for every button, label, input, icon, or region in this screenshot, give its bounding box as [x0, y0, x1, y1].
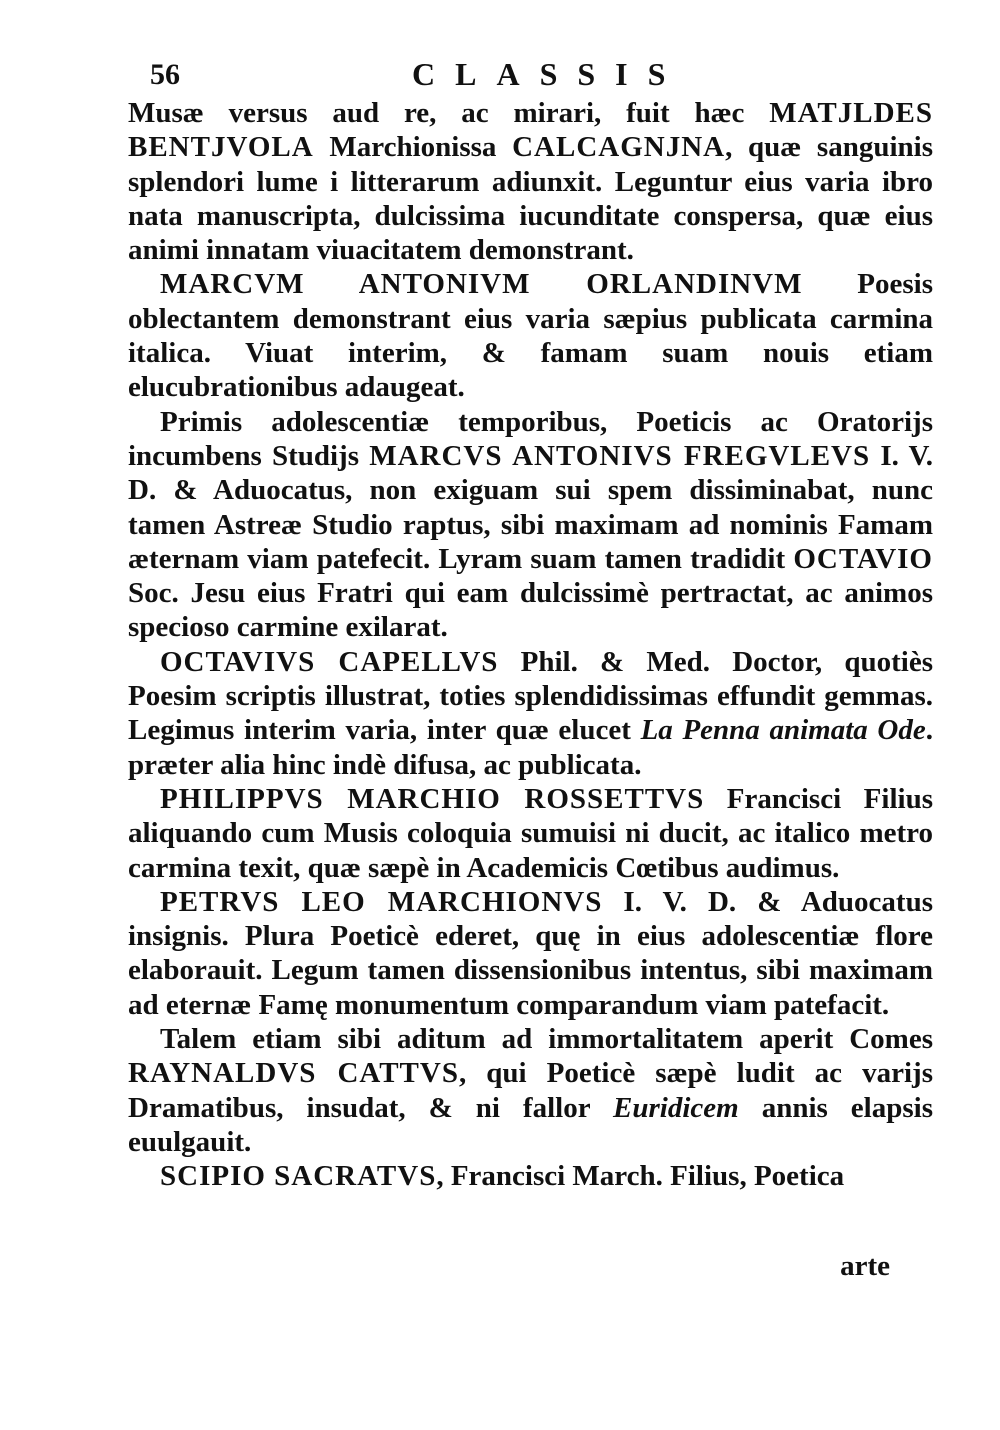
text-segment: Soc. Jesu eius Fratri qui eam dulcissimè pertractat, ac animos specioso carmine exilarat.	[128, 577, 933, 644]
paragraph-sacratus	[128, 1159, 933, 1193]
person-name: SCIPIO SACRATVS	[160, 1160, 437, 1193]
text-segment: Phil. & Med. Doctor, quotiès Poesim scriptis illustrat, toties splendidissimas effundit gemmas. Legimus interim varia, inter quæ elucet	[128, 645, 933, 747]
paragraph-fregulevs	[128, 405, 933, 645]
text-segment: Primis adolescentiæ temporibus, Poeticis ac Oratorijs incumbens Studijs	[128, 405, 933, 472]
person-name: MARCVM ANTONIVM ORLANDINVM	[160, 268, 803, 301]
text-segment: annis elapsis euulgauit.	[128, 1091, 933, 1158]
text-segment: Musæ versus aud re, ac mirari, fuit hæc	[128, 97, 770, 129]
paragraph-orlandinus	[128, 267, 933, 404]
person-name: MATJLDES BENTJVOLA	[128, 97, 933, 164]
running-head	[130, 52, 930, 102]
work-title: La Penna animata Ode	[640, 714, 926, 747]
person-name: OCTAVIO	[793, 542, 933, 575]
page-number: 56	[150, 58, 180, 91]
text-segment: I. V. D. & Aduocatus insignis. Plura Poeticè ederet, quę in eius adolescentiæ flore elaborauit. Legum tamen dissensionibus intentus, sibi maximam ad eternæ Famę monumentum comparandum viam patefacit.	[128, 885, 933, 1021]
paragraph-cattus	[128, 1022, 933, 1159]
catchword: arte	[840, 1250, 890, 1282]
person-name: PHILIPPVS MARCHIO ROSSETTVS	[160, 782, 705, 815]
person-name: PETRVS LEO MARCHIONVS	[160, 885, 603, 918]
text-segment: Talem etiam sibi aditum ad immortalitatem aperit Comes	[160, 1023, 933, 1056]
person-name: MARCVS ANTONIVS FREGVLEVS	[369, 439, 871, 472]
paragraph-capellus	[128, 645, 933, 782]
paragraph-rossettus	[128, 782, 933, 885]
person-name: CALCAGNJNA	[512, 131, 726, 164]
text-segment: , Francisci March. Filius, Poetica	[436, 1160, 845, 1193]
running-title: CLASSIS	[412, 56, 686, 92]
text-segment: . præter alia hinc indè difusa, ac publicata.	[128, 714, 933, 781]
paragraph-matildes	[128, 96, 933, 267]
text-segment: , qui Poeticè sæpè ludit ac varijs Dramatibus, insudat, & ni fallor	[128, 1057, 933, 1124]
text-segment: Francisci Filius aliquando cum Musis coloquia sumuisi ni ducit, ac italico metro carmina texit, quæ sæpè in Academicis Cœtibus audimus.	[128, 782, 933, 884]
text-segment: Poesis oblectantem demonstrant eius varia sæpius publicata carmina italica. Viuat interim, & famam suam nouis etiam elucubrationibus adaugeat.	[128, 268, 933, 404]
person-name: RAYNALDVS CATTVS	[128, 1057, 459, 1090]
text-segment: Marchionissa	[313, 131, 513, 164]
text-segment: , quæ sanguinis splendori lume i litterarum adiunxit. Leguntur eius varia ibro nata manuscripta, dulcissima iucunditate conspersa, quæ eius animi innatam viuacitatem demonstrant.	[128, 131, 933, 267]
body-text	[128, 96, 933, 1194]
work-title: Euridicem	[613, 1091, 739, 1124]
text-segment: I. V. D. & Aduocatus, non exiguam sui spem dissiminabat, nunc tamen Astreæ Studio raptus, sibi maximam ad nominis Famam æternam viam patefecit. Lyram suam tamen tradidit	[128, 439, 933, 575]
paragraph-marchionus	[128, 885, 933, 1022]
person-name: OCTAVIVS CAPELLVS	[160, 645, 499, 678]
